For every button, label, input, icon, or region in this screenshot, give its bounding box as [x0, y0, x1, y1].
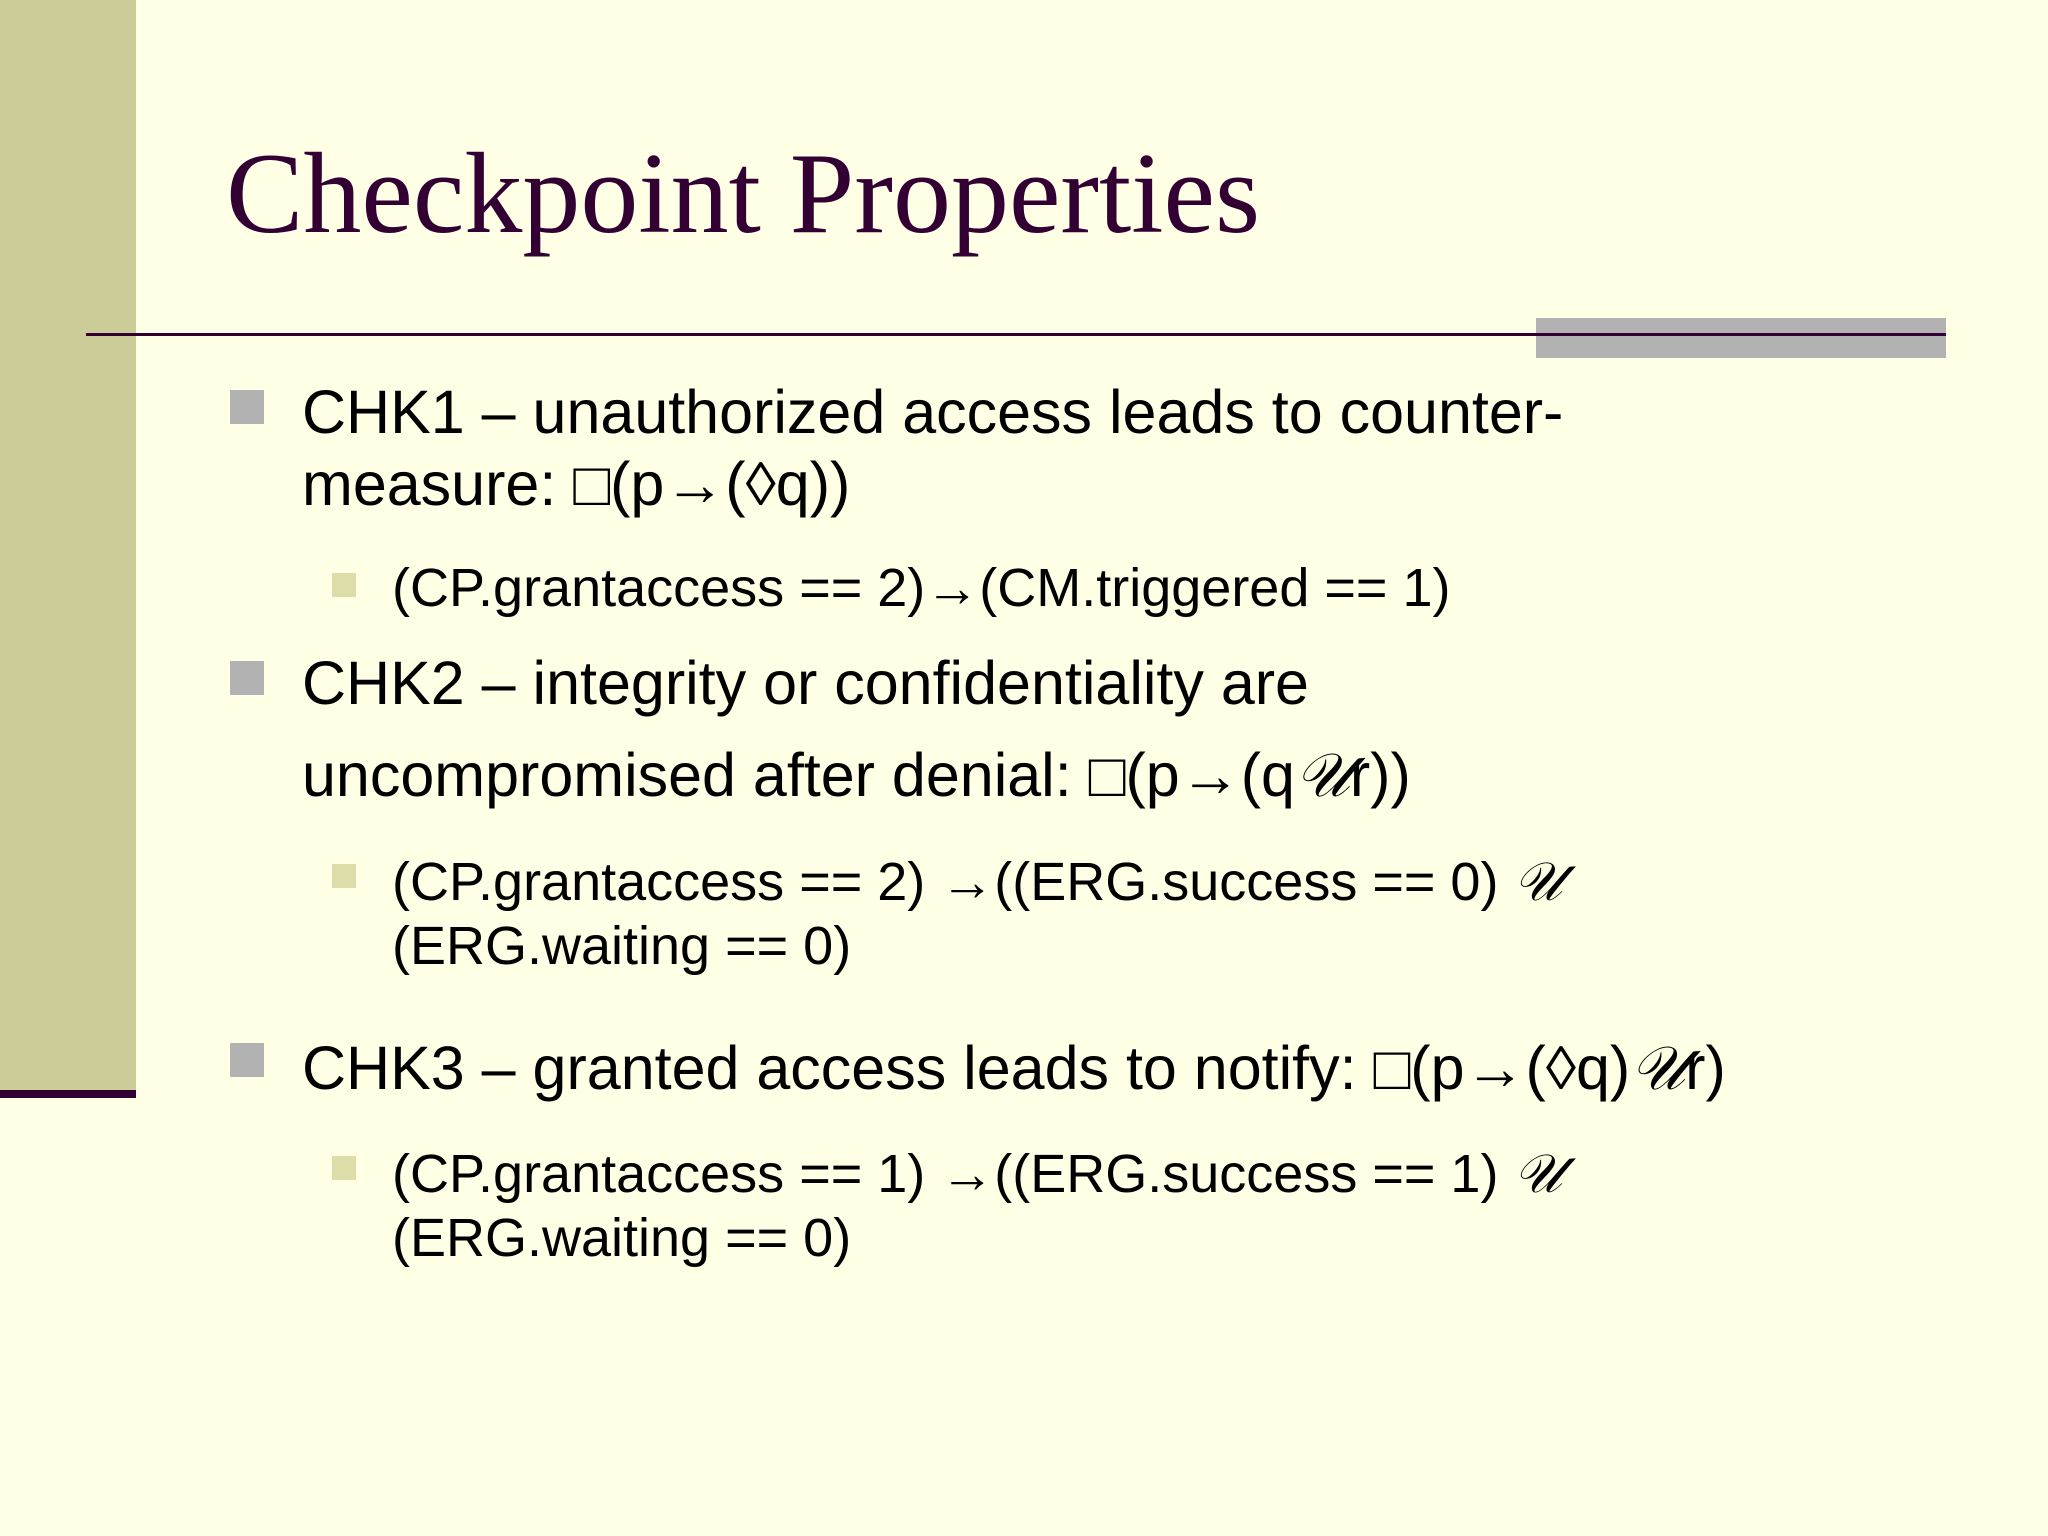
chk3-sub-line1 [392, 1142, 1562, 1207]
title-rule [86, 333, 1946, 336]
chk1-label: CHK1 – unauthorized access leads to counter- [302, 378, 1564, 446]
chk2-sub [392, 850, 1562, 978]
chk2-label-cont-b: r)) [1349, 740, 1411, 809]
chk1-label-cont: measure: □(p→(◊q)) [302, 449, 851, 518]
left-band-foot-rule [0, 1090, 136, 1098]
bullet-square-icon [230, 1043, 264, 1077]
chk3-label-b: r) [1685, 1034, 1726, 1102]
chk3-sub-a: (CP.grantaccess == 1) →((ERG.success == 1) [392, 1144, 1499, 1204]
chk2-label: CHK2 – integrity or confidentiality are [302, 649, 1309, 717]
chk2-sub-b: (ERG.waiting == 0) [392, 915, 852, 976]
chk1-sub: (CP.grantaccess == 2)→(CM.triggered == 1) [392, 558, 1451, 618]
chk3-sub-b: (ERG.waiting == 0) [392, 1207, 852, 1268]
chk2-item [302, 648, 1411, 812]
chk2-label-cont-a: uncompromised after denial: □(p→(q [302, 740, 1295, 809]
left-decorative-band [0, 0, 136, 1090]
slide-title: Checkpoint Properties [226, 130, 1261, 258]
title-rule-accent [1536, 318, 1946, 358]
until-operator: 𝒰 [1513, 850, 1563, 913]
chk3-item [302, 1033, 1726, 1105]
until-operator: 𝒰 [1630, 1033, 1686, 1104]
chk3-label [302, 1033, 1726, 1105]
bullet-square-icon [230, 661, 264, 695]
sub-bullet-square-icon [332, 573, 356, 597]
chk2-label-cont [302, 740, 1411, 812]
bullet-square-icon [230, 390, 264, 424]
chk3-sub [392, 1142, 1562, 1270]
until-operator: 𝒰 [1294, 739, 1350, 811]
until-operator: 𝒰 [1513, 1142, 1563, 1205]
chk1-item [302, 377, 1563, 521]
chk2-sub-line1 [392, 850, 1562, 915]
sub-bullet-square-icon [332, 1156, 356, 1180]
chk3-label-a: CHK3 – granted access leads to notify: □(p→(◊q) [302, 1034, 1631, 1102]
chk2-sub-a: (CP.grantaccess == 2) →((ERG.success == 0) [392, 852, 1499, 912]
sub-bullet-square-icon [332, 864, 356, 888]
